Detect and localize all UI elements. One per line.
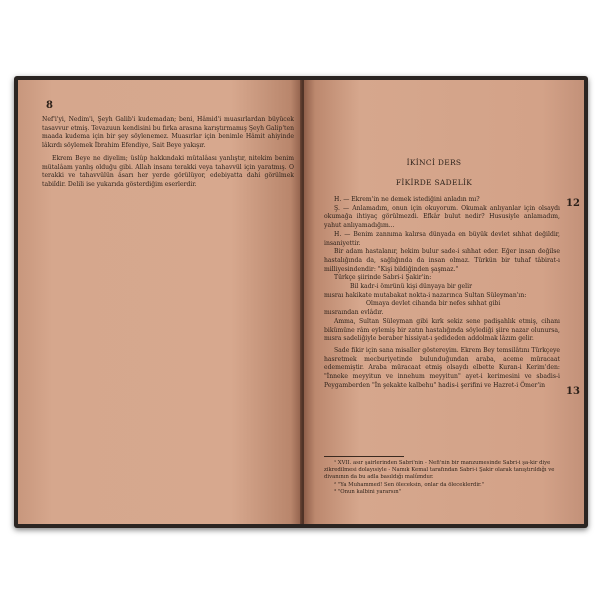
paragraph: mısraından evlâdır.	[324, 309, 384, 317]
paragraph: mısraı hakikate mutabakat nokta-i nazarınca Sultan Süleyman'ın:	[324, 291, 527, 299]
paragraph: Türkçe şiirinde Sabri-i Şakir'in:	[334, 274, 432, 282]
footnote: ¹ XVII. asır şairlerinden Sabri'nin - Nefi'nin bir manzumesinde Sabri-i şa-kir diye zikredilmesi dolayısiyle - Namık Kemal tarafından Sabri-i Şakir olarak tanıştırıldığı ve divanının da bu adla basıldığı malûmdur.	[324, 460, 555, 481]
margin-number: 13	[566, 386, 580, 397]
paragraph: Nef'i'yi, Nedim'i, Şeyh Galib'i kudemadan; beni, Hâmid'i muasırlardan büyücek tasavvur etmiş. Tevazuun kendisini bu fırka arasına karıştırmamış Şeyh Galip'ten maada kudema için bir şey söylenemez. Muasırlar için benimle Hâmit ahiyinde lâkırdı söylemek İbrahim Efendiye, Sait Beye yakışır.	[42, 116, 294, 150]
footnote: ² "Ya Muhammed! Sen öleceksin, onlar da öleceklerdir."	[334, 481, 485, 488]
footnote-rule	[324, 456, 404, 457]
paragraph: Sade fikir için sana misaller göstereyim. Ekrem Bey temsilâtını Türkçeye hasretmek mecburiyetinde bulunduğundan araba, aceme müracaat edememiştir. Araba müracaat etmiş olsaydı elbette Kuran-i Kerim'den: "İnneke meyyitun ve innehum meyyitun" ayet-i kerimesini ve sbadis-i Peygamberden "İn şekakte kalbehu" hadis-i şerifini ve Hazret-i Ömer'in	[324, 346, 560, 389]
left-page-text	[42, 116, 294, 190]
section-title: İKİNCİ DERS	[406, 158, 462, 167]
section-subtitle: FİKİRDE SADELİK	[395, 178, 473, 187]
margin-number: 12	[566, 198, 580, 209]
paragraph: Ekrem Beye ne diyelim; üslûp hakkındaki mütalâası yanlıştır, nitekim benim mütalâam yanlış olduğu gibi. Allah insanı terakki veya tahavvül için yaratmış. O terakki ve tahavvülün âsarı her yerde görülüyor, edebiyatta dahi görülmek tabiîdir. Delili ise yukarıda gösterdiğim eserlerdir.	[42, 154, 294, 188]
left-page	[18, 80, 302, 524]
verse-line: Olmaya devlet cihanda bir nefes sıhhat gibi	[366, 300, 501, 308]
paragraph: H. — Benim zannıma kalırsa dünyada en büyük devlet sıhhat değildir, insaniyettir.	[324, 230, 560, 247]
right-page	[304, 80, 584, 524]
footnote: ³ "Onun kalbini yararsın"	[334, 488, 402, 495]
paragraph: Amma, Sultan Süleyman gibi kırk sekiz sene padişahlık etmiş, cihanı bikümüne râm eylemiş bir zatın hastalığında söylediği şiire nazar olunursa, mısra sadeliğiyle beraber hissiyat-ı şedideden addolmak lâzım gelir.	[324, 317, 560, 343]
paragraph: Bir adam hastalanır, hekim bulur sade-i sıhhat eder. Eğer insan değilse hastalığında da, sağlığında da insan olmaz. Türkün bir tuhaf tâbirat-ı milliyesindendir: "Kişi bildiğinden şaşmaz."	[324, 248, 560, 273]
verse-line: Bil kadr-i ömrünü kişi dünyaya bir gelir	[350, 283, 472, 291]
right-page-text	[324, 196, 560, 390]
left-page-number: 8	[46, 100, 53, 111]
footnotes	[324, 460, 560, 496]
paragraph: H. — Ekrem'in ne demek istediğini anladın mı?	[334, 196, 480, 203]
paragraph: Ş. — Anlamadım, onun için okuyorum. Okumak anlıyanlar için olsaydı okumağa ihtiyaç görülmezdi. Efkâr bulut nedir? Hususiyle anlamadım, yahut anlıyamadığım...	[324, 204, 560, 230]
open-book	[14, 76, 588, 528]
